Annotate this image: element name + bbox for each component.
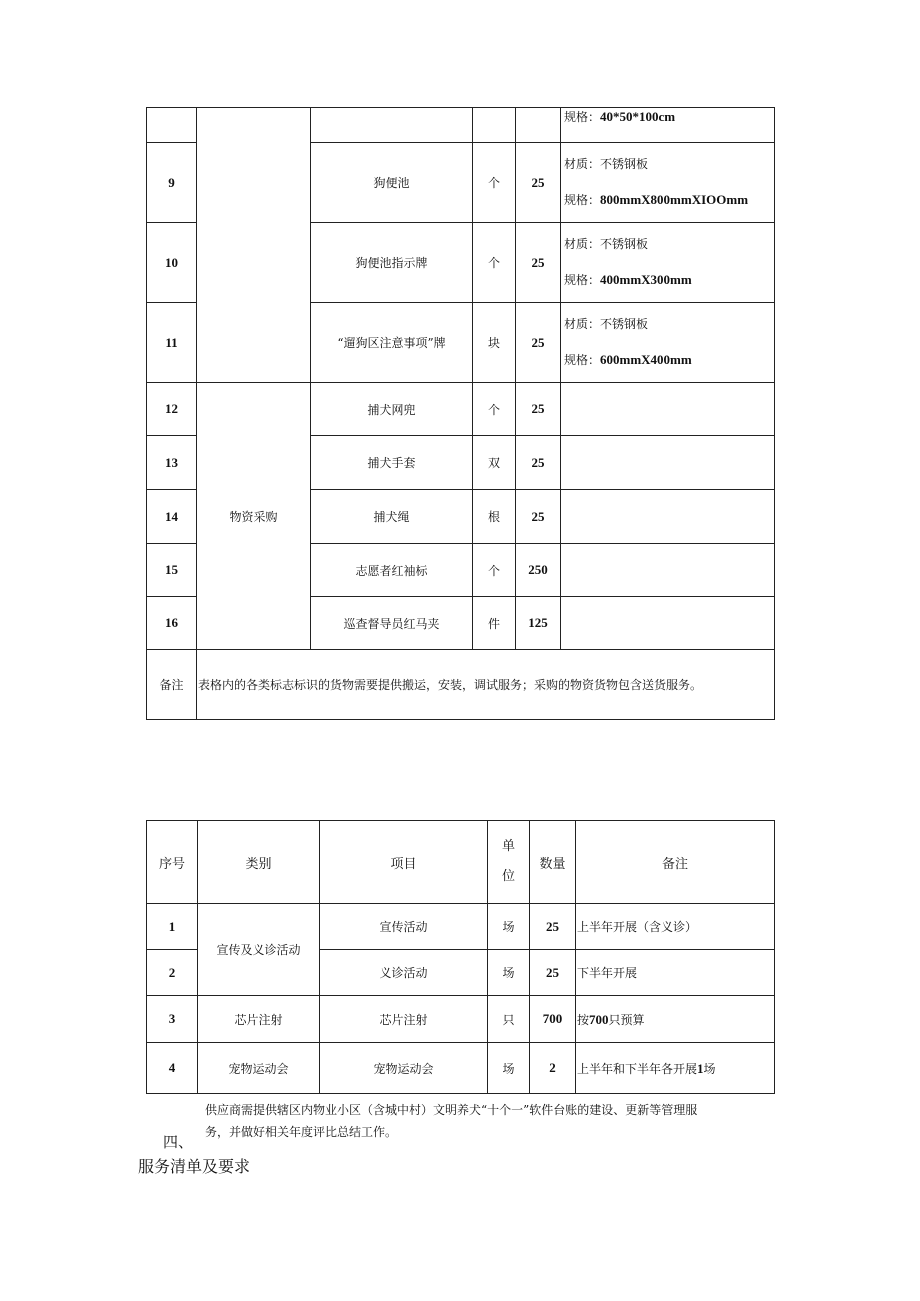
quantity: 25 [516,490,561,544]
row-number: 11 [147,303,197,383]
row-number: 15 [147,544,197,597]
item-name: 捕犬网兜 [311,383,473,436]
header-unit-line1: 单 [501,839,515,854]
remark-cell [561,597,775,650]
item-name: 狗便池 [311,143,473,223]
remark-cell [561,303,775,383]
quantity: 250 [516,544,561,597]
remark-row [147,650,775,720]
item-name: 义诊活动 [320,950,488,996]
row-number [147,108,197,143]
item-name: 宠物运动会 [320,1043,488,1094]
unit: 块 [473,303,516,383]
unit: 件 [473,597,516,650]
material-text: 材质：不锈钢板 [564,157,649,171]
remark-number: 1 [697,1060,704,1076]
table-row [147,108,775,143]
table-row [147,383,775,436]
remark-cell [576,1043,775,1094]
unit: 个 [473,143,516,223]
item-name: 志愿者红袖标 [311,544,473,597]
quantity: 25 [530,904,576,950]
unit: 个 [473,223,516,303]
header-qty: 数量 [530,821,576,904]
supplier-requirement-paragraph [205,1099,765,1143]
unit: 个 [473,383,516,436]
unit: 场 [488,1043,530,1094]
remark-cell [561,223,775,303]
item-name: 宣传活动 [320,904,488,950]
row-number: 3 [147,996,198,1043]
spec-label: 规格： [564,193,601,207]
remark-cell [561,143,775,223]
header-category: 类别 [198,821,320,904]
remark-cell [576,996,775,1043]
quantity [516,108,561,143]
remark-label: 备注 [147,650,197,720]
table-header-row [147,821,775,904]
header-item: 项目 [320,821,488,904]
quantity: 25 [530,950,576,996]
spec-value: 40*50*100cm [600,109,676,124]
unit: 场 [488,950,530,996]
header-no: 序号 [147,821,198,904]
header-note: 备注 [576,821,775,904]
paragraph-line: 供应商需提供辖区内物业小区（含城中村）文明养犬“十个一”软件台账的建设、更新等管理服 [205,1103,698,1117]
remark-number: 700 [589,1011,609,1027]
row-number: 13 [147,436,197,490]
category-cell: 芯片注射 [198,996,320,1043]
unit: 场 [488,904,530,950]
remark-text-a: 上半年和下半年各开展 [577,1061,698,1076]
quantity: 700 [530,996,576,1043]
category-cell: 物资采购 [197,383,311,650]
item-name: 捕犬手套 [311,436,473,490]
remark-cell: 上半年开展（含义诊） [576,904,775,950]
row-number: 9 [147,143,197,223]
table-row [147,1043,775,1094]
item-name: 芯片注射 [320,996,488,1043]
item-name: 捕犬绳 [311,490,473,544]
spec-value: 400mmX300mm [600,272,692,287]
remark-text-c: 只预算 [608,1012,645,1027]
remark-text-c: 场 [703,1061,716,1076]
category-cell: 宣传及义诊活动 [198,904,320,996]
remark-cell [561,544,775,597]
section-number: 四、 [163,1133,194,1151]
row-number: 10 [147,223,197,303]
spec-label: 规格： [564,110,601,124]
row-number: 4 [147,1043,198,1094]
quantity: 25 [516,223,561,303]
quantity: 25 [516,303,561,383]
item-name: 巡查督导员红马夹 [311,597,473,650]
unit [473,108,516,143]
unit: 双 [473,436,516,490]
item-name [311,108,473,143]
remark-cell: 下半年开展 [576,950,775,996]
spec-value: 600mmX400mm [600,352,692,367]
material-text: 材质：不锈钢板 [564,237,649,251]
quantity: 25 [516,383,561,436]
quantity: 25 [516,143,561,223]
category-cell-signage [197,108,311,383]
items-table-continued [146,107,775,720]
quantity: 25 [516,436,561,490]
table-row [147,996,775,1043]
row-number: 14 [147,490,197,544]
quantity: 125 [516,597,561,650]
remark-cell [561,436,775,490]
unit: 个 [473,544,516,597]
spec-value: 800mmX800mmXIOOmm [600,192,749,207]
row-number: 2 [147,950,198,996]
row-number: 12 [147,383,197,436]
spec-label: 规格： [564,353,601,367]
item-name: “遛狗区注意事项”牌 [311,303,473,383]
remark-cell [561,383,775,436]
header-unit-line2: 位 [501,869,515,884]
unit: 只 [488,996,530,1043]
unit: 根 [473,490,516,544]
quantity: 2 [530,1043,576,1094]
spec-label: 规格： [564,273,601,287]
paragraph-line: 务，并做好相关年度评比总结工作。 [205,1125,398,1139]
services-table [146,820,775,1094]
remark-text: 表格内的各类标志标识的货物需要提供搬运，安装，调试服务；采购的物资货物包含送货服务。 [197,650,775,720]
table-row [147,904,775,950]
row-number: 16 [147,597,197,650]
section-title: 服务清单及要求 [138,1157,251,1176]
row-number: 1 [147,904,198,950]
remark-cell [561,108,775,143]
item-name: 狗便池指示牌 [311,223,473,303]
category-cell: 宠物运动会 [198,1043,320,1094]
remark-text-a: 按 [577,1012,590,1027]
remark-cell [561,490,775,544]
material-text: 材质：不锈钢板 [564,317,649,331]
header-unit [488,821,530,904]
